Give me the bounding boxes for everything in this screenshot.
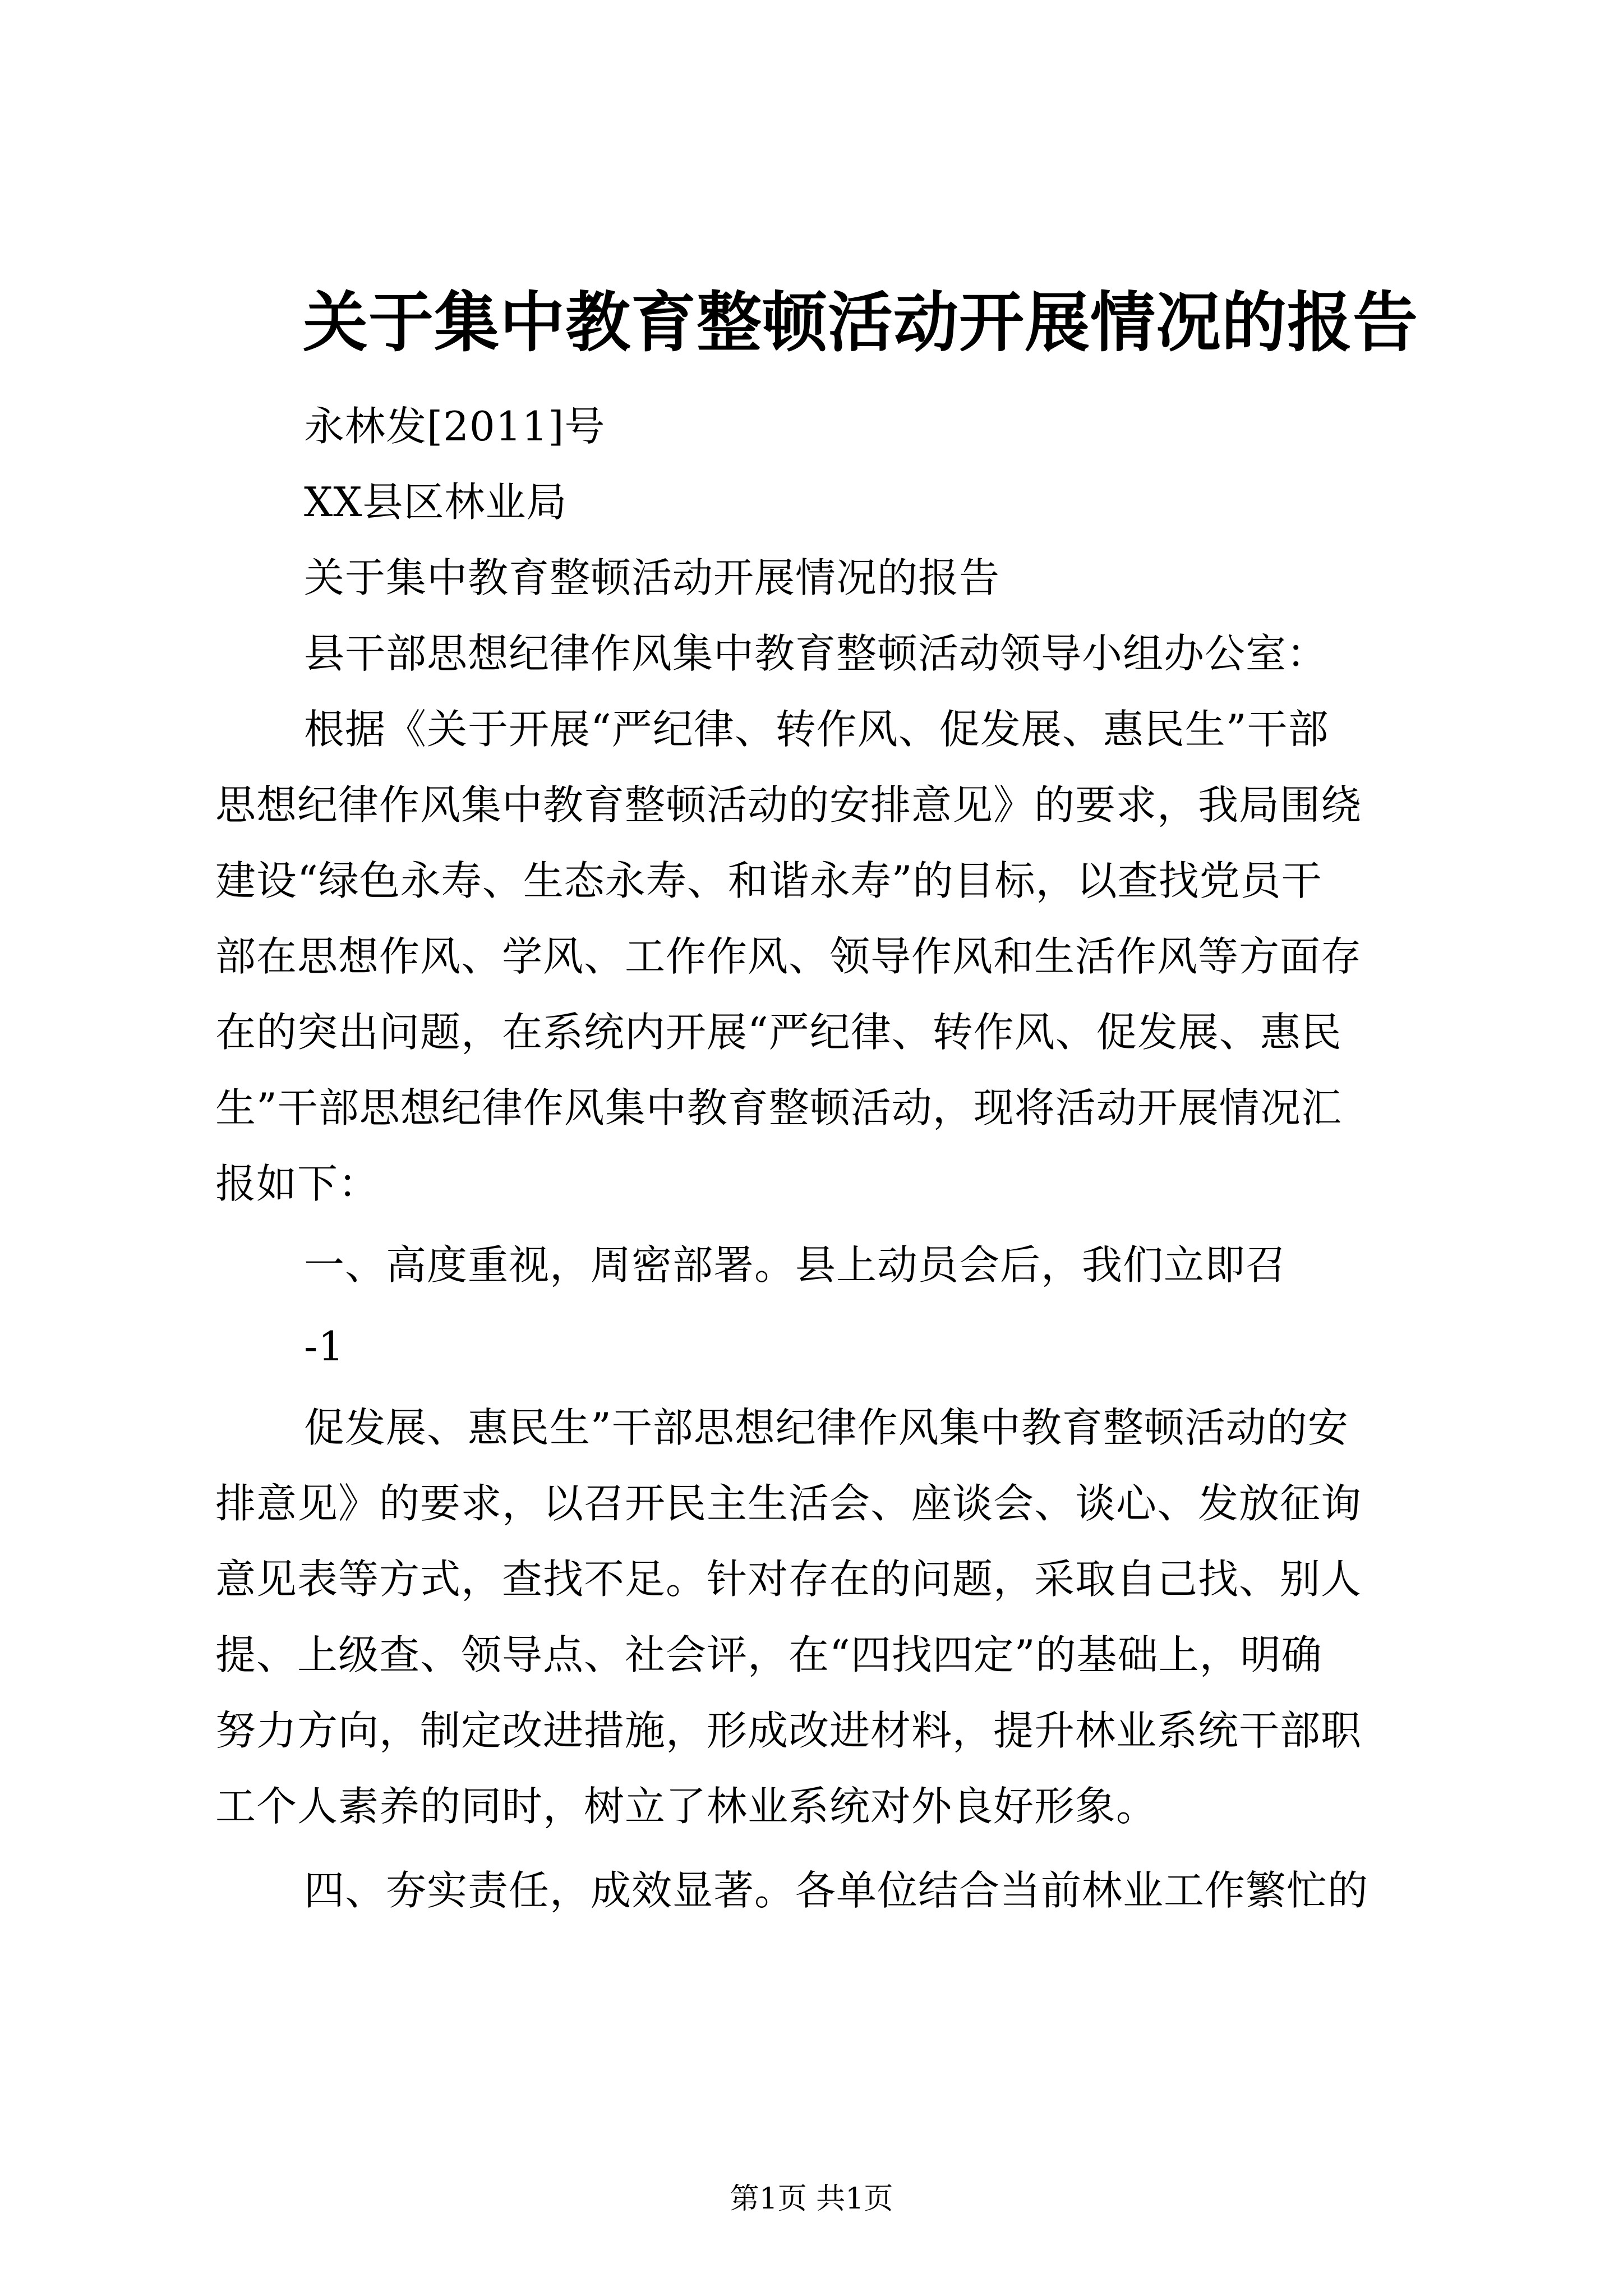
- paragraph-line: 工个人素养的同时，树立了林业系统对外良好形象。: [215, 1783, 1158, 1830]
- section-heading-1: 一、高度重视，周密部署。县上动员会后，我们立即召: [304, 1241, 1287, 1289]
- report-subtitle: 关于集中教育整顿活动开展情况的报告: [304, 554, 1000, 601]
- section-heading-4: 四、夯实责任，成效显著。各单位结合当前林业工作繁忙的: [304, 1867, 1369, 1914]
- paragraph-line: 生”干部思想纪律作风集中教育整顿活动，现将活动开展情况汇: [215, 1084, 1342, 1131]
- paragraph-line: 促发展、惠民生”干部思想纪律作风集中教育整顿活动的安: [304, 1404, 1349, 1451]
- paragraph-line: 根据《关于开展“严纪律、转作风、促发展、惠民生”干部: [304, 706, 1329, 753]
- paragraph-line: 报如下：: [215, 1160, 380, 1207]
- paragraph-line: 部在思想作风、学风、工作作风、领导作风和生活作风等方面存: [215, 933, 1362, 980]
- issuing-agency: XX县区林业局: [304, 478, 568, 526]
- paragraph-line: 在的突出问题，在系统内开展“严纪律、转作风、促发展、惠民: [215, 1009, 1342, 1056]
- document-title: 关于集中教育整顿活动开展情况的报告: [303, 284, 1418, 361]
- paragraph-line: 建设“绿色永寿、生态永寿、和谐永寿”的目标，以查找党员干: [215, 857, 1322, 904]
- paragraph-line: 意见表等方式，查找不足。针对存在的问题，采取自己找、别人: [215, 1556, 1362, 1603]
- paragraph-line: 提、上级查、领导点、社会评，在“四找四定”的基础上，明确: [215, 1631, 1322, 1678]
- paragraph-line: 排意见》的要求，以召开民主生活会、座谈会、谈心、发放征询: [215, 1480, 1362, 1527]
- document-number: 永林发[2011]号: [304, 403, 606, 450]
- page-marker: -1: [304, 1323, 345, 1370]
- paragraph-line: 努力方向，制定改进措施，形成改进材料，提升林业系统干部职: [215, 1707, 1362, 1754]
- addressee: 县干部思想纪律作风集中教育整顿活动领导小组办公室：: [304, 630, 1328, 677]
- page-footer: 第1页 共1页: [730, 2182, 893, 2216]
- paragraph-line: 思想纪律作风集中教育整顿活动的安排意见》的要求，我局围绕: [215, 781, 1362, 829]
